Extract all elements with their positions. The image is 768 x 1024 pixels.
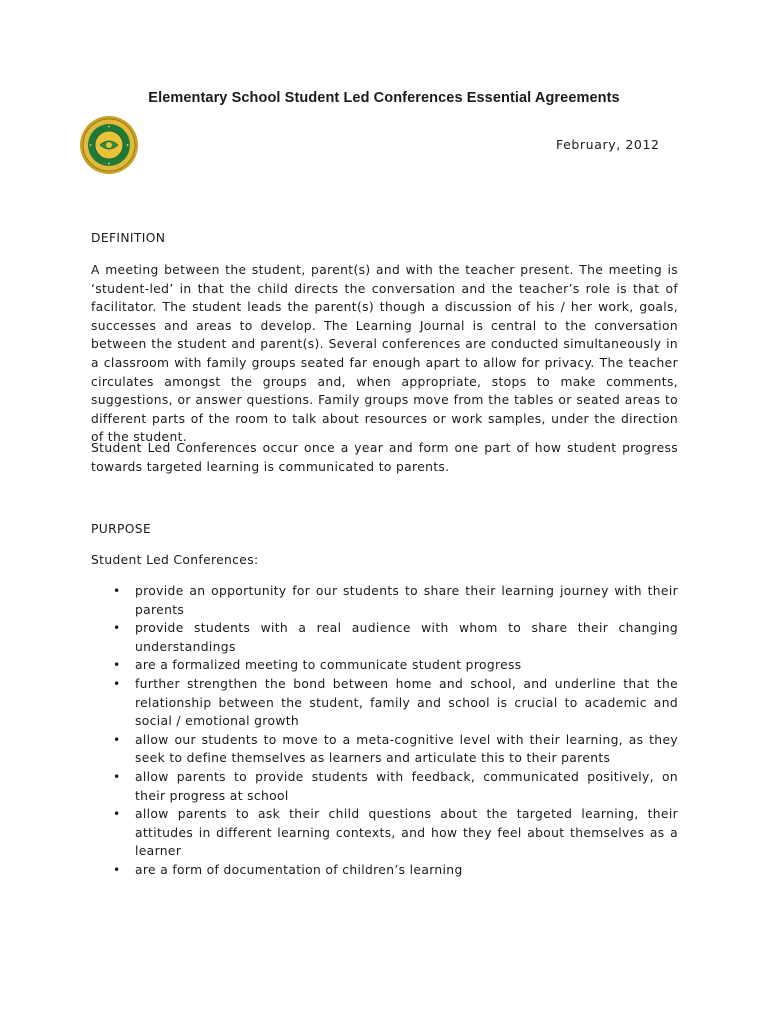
list-item (91, 656, 678, 675)
document-date: February, 2012 (556, 137, 660, 152)
bullet-icon: • (113, 732, 121, 747)
section-heading-purpose: PURPOSE (91, 522, 152, 536)
list-item-text: allow our students to move to a meta-cognitive level with their learning, as they seek to define themselves as learners and articulate this to their parents (135, 732, 678, 766)
bullet-icon: • (113, 769, 121, 784)
bullet-icon: • (113, 807, 121, 822)
list-item-text: allow parents to provide students with feedback, communicated positively, on their progress at school (135, 769, 678, 803)
bullet-icon: • (113, 621, 121, 636)
section-heading-definition: DEFINITION (91, 231, 166, 245)
frequency-paragraph: Student Led Conferences occur once a year and form one part of how student progress towards targeted learning is communicated to parents. (91, 441, 678, 474)
school-seal-icon (79, 115, 139, 175)
list-item (91, 619, 678, 656)
list-item-text: provide an opportunity for our students to share their learning journey with their parents (135, 584, 678, 617)
list-item-text: provide students with a real audience with whom to share their changing understandings (135, 621, 678, 654)
list-item (91, 768, 678, 805)
bullet-icon: • (113, 862, 121, 877)
bullet-icon: • (113, 658, 121, 673)
bullet-icon: • (113, 584, 121, 598)
definition-paragraph: A meeting between the student, parent(s) and with the teacher present. The meeting is ‘student-led’ in that the child directs the conversation and the teacher’s role is that of facilitator. The student leads the parent(s) though a discussion of his / her work, goals, successes and areas to develop. The Learning Journal is central to the conversation between the student and parent(s). Several conferences are conducted simultaneously in a classroom with family groups seated far enough apart to allow for privacy. The teacher circulates amongst the groups and, when appropriate, stops to make comments, suggestions, or answer questions. Family groups move from the tables or seated areas to different parts of the room to talk about resources or work samples, under the direction of the student. (91, 263, 678, 445)
list-item-text: allow parents to ask their child questions about the targeted learning, their attitudes in different learning contexts, and how they feel about themselves as a learner (135, 807, 678, 859)
document-title: Elementary School Student Led Conferences Essential Agreements (148, 90, 620, 106)
list-item-text: further strengthen the bond between home and school, and underline that the relationship between the student, family and school is crucial to academic and social / emotional growth (135, 676, 678, 729)
list-item (91, 731, 678, 768)
bullet-icon: • (113, 676, 121, 691)
list-item-text: are a form of documentation of children’s learning (135, 862, 463, 877)
purpose-intro: Student Led Conferences: (91, 553, 259, 567)
list-item (91, 675, 678, 731)
list-item-text: are a formalized meeting to communicate student progress (135, 658, 522, 673)
list-item (91, 582, 678, 619)
purpose-list (91, 582, 678, 880)
list-item (91, 861, 678, 880)
list-item (91, 805, 678, 861)
